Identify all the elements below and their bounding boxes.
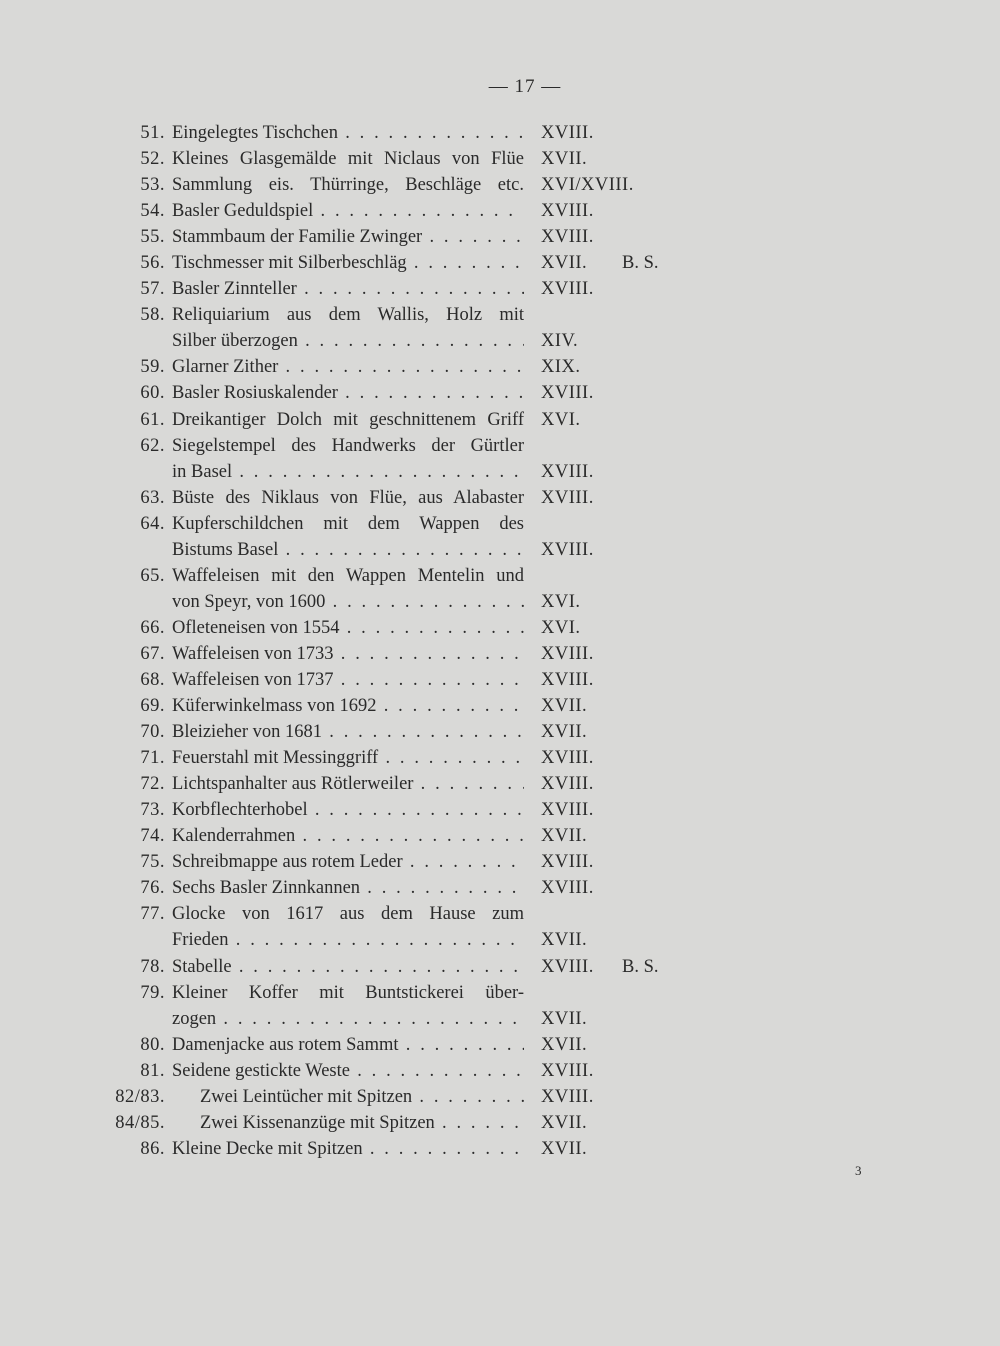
entry-description [172,901,524,927]
entry-line [0,1006,1000,1032]
entry-description [200,1084,524,1110]
entry-century: XVIII. [541,487,594,508]
catalog-entry [0,146,1000,172]
entry-line [0,641,1000,667]
entry-description [172,615,524,641]
entry-text: Basler Zinnteller [172,279,297,300]
entry-description [172,667,524,693]
entry-century: XVII. [541,826,588,847]
entry-description [172,485,524,511]
entry-text: Zwei Leintücher mit Spitzen [200,1086,413,1107]
entry-text: Waffeleisen mit den Wappen Mentelin und [172,565,524,586]
catalog-entry [0,771,1000,797]
entry-text: in Basel [172,461,233,482]
entry-line [0,745,1000,771]
entry-century: XVI. [541,617,581,638]
entry-century: XIV. [541,331,579,352]
entry-number: 77. [140,904,165,925]
entry-number: 54. [140,201,165,222]
entry-description [172,302,524,328]
entry-text: von Speyr, von 1600 [172,591,326,612]
entry-number: 67. [140,643,165,664]
signature-mark: 3 [855,1163,862,1178]
entry-century: XVIII. [541,852,594,873]
entry-text: Büste des Niklaus von Flüe, aus Alabaster [172,487,524,508]
entry-line [0,797,1000,823]
entry-number: 76. [140,878,165,899]
entry-description [172,563,524,589]
entry-description [172,276,524,302]
entry-number: 65. [140,565,165,586]
entry-description [172,511,524,537]
entry-number: 73. [140,800,165,821]
entry-description [172,250,524,276]
entry-number: 64. [140,513,165,534]
entry-number: 57. [140,279,165,300]
entry-description [172,172,524,198]
entry-description [172,1032,524,1058]
catalog-entry [0,980,1000,1032]
entry-text: Waffeleisen von 1737 [172,669,334,690]
catalog-entry [0,1110,1000,1136]
entry-line [0,459,1000,485]
catalog-entry [0,641,1000,667]
entry-century: XVIII. [541,123,594,143]
entry-text: Damenjacke aus rotem Sammt [172,1034,399,1055]
entry-description [172,1136,524,1162]
entry-number: 78. [140,956,165,977]
entry-description [172,433,524,459]
catalog-entry [0,1032,1000,1058]
entry-line [0,120,1000,146]
entry-number: 66. [140,617,165,638]
entry-text: Glarner Zither [172,357,279,378]
entry-text: Stabelle [172,956,232,977]
entry-note: B. S. [622,956,659,977]
entry-description [172,771,524,797]
entry-century: XVI. [541,409,581,430]
entry-text: Feuerstahl mit Messinggriff [172,748,379,769]
catalog-entry [0,901,1000,953]
catalog-entry [0,693,1000,719]
entry-century: XVII. [541,149,588,170]
entry-number: 52. [140,149,165,170]
entry-text: Dreikantiger Dolch mit geschnittenem Griff [172,409,524,430]
entry-number: 58. [140,305,165,326]
entry-number: 81. [140,1060,165,1081]
entry-century: XVIII. [541,383,594,404]
entry-description [172,407,524,433]
catalog-entry [0,954,1000,980]
entry-line [0,224,1000,250]
catalog-entry [0,198,1000,224]
entry-century: XVIII. [541,1060,594,1081]
catalog-entry [0,745,1000,771]
entry-number: 86. [140,1138,165,1159]
entry-text: Frieden [172,930,229,951]
catalog-entry [0,797,1000,823]
page-number: — 17 — [488,76,562,97]
entry-line [0,198,1000,224]
catalog-entry [0,433,1000,485]
entry-text: Basler Rosiuskalender [172,383,338,404]
entry-description [172,1006,524,1032]
catalog-entry [0,354,1000,380]
entry-century: XVIII. [541,774,594,795]
entry-line [0,1110,1000,1136]
entry-number: 69. [140,696,165,717]
entry-number: 82/83. [115,1086,165,1107]
catalog-entry [0,172,1000,198]
entry-line [0,146,1000,172]
entry-century: XVII. [541,696,588,717]
entry-number: 62. [140,435,165,456]
entry-century: XVIII. [541,748,594,769]
entry-line [0,433,1000,459]
entry-text: Seidene gestickte Weste [172,1060,350,1081]
entry-text: Kleines Glasgemälde mit Niclaus von Flüe [172,149,524,170]
entry-text: Ofleteneisen von 1554 [172,617,340,638]
entry-description [200,1110,524,1136]
entry-line [0,380,1000,406]
entry-text: Zwei Kissenanzüge mit Spitzen [200,1112,435,1133]
entry-text: Basler Geduldspiel [172,201,314,222]
entry-number: 61. [140,409,165,430]
entry-description [172,875,524,901]
entry-number: 74. [140,826,165,847]
entry-description [172,641,524,667]
catalog-entry [0,380,1000,406]
entry-century: XVIII. [541,201,594,222]
entry-text: Bleizieher von 1681 [172,722,323,743]
entry-description [172,354,524,380]
entry-line [0,667,1000,693]
entry-line [0,354,1000,380]
entry-text: Korbflechterhobel [172,800,308,821]
entry-description [172,1058,524,1084]
entry-text: Bistums Basel [172,539,279,560]
entry-line [0,954,1000,980]
entry-description [172,459,524,485]
entry-century: XVII. [541,253,588,274]
entry-line [0,589,1000,615]
entry-number: 72. [140,774,165,795]
entry-century: XVII. [541,1034,588,1055]
catalog-entry [0,120,1000,146]
entry-description [172,120,524,146]
entry-text: Kalenderrahmen [172,826,296,847]
entry-description [172,745,524,771]
entry-line [0,1058,1000,1084]
entry-text: Kleine Decke mit Spitzen [172,1138,363,1159]
entry-century: XVIII. [541,800,594,821]
entry-text: Siegelstempel des Handwerks der Gürtler [172,435,524,456]
entry-description [172,589,524,615]
entry-century: XVI. [541,591,581,612]
entry-century: XVIII. [541,1086,594,1107]
entry-century: XVIII. [541,461,594,482]
entry-line [0,615,1000,641]
entry-number: 75. [140,852,165,873]
entry-line [0,693,1000,719]
entry-line [0,719,1000,745]
catalog-entry [0,511,1000,563]
catalog-entry [0,276,1000,302]
catalog-entry [0,563,1000,615]
entry-century: XVII. [541,930,588,951]
entry-century: XVIII. [541,227,594,248]
entry-century: XVII. [541,1112,588,1133]
catalog-entry [0,667,1000,693]
entry-text: Schreibmappe aus rotem Leder [172,852,403,873]
entry-text: Kleiner Koffer mit Buntstickerei über- [172,982,524,1003]
entry-number: 56. [140,253,165,274]
catalog-entry [0,250,1000,276]
entry-line [0,1032,1000,1058]
entry-line [0,771,1000,797]
entry-number: 70. [140,722,165,743]
entry-line [0,172,1000,198]
catalog-entry [0,302,1000,354]
entry-description [172,849,524,875]
catalog-entry [0,875,1000,901]
entry-text: Waffeleisen von 1733 [172,643,334,664]
catalog-list [0,120,1000,1162]
entry-number: 80. [140,1034,165,1055]
entry-text: Kupferschildchen mit dem Wappen des [172,513,524,534]
entry-century: XVIII. [541,878,594,899]
entry-number: 68. [140,669,165,690]
entry-line [0,328,1000,354]
entry-description [172,328,524,354]
entry-century: XVIII. [541,539,594,560]
entry-text: Reliquiarium aus dem Wallis, Holz mit [172,305,524,326]
entry-line [0,537,1000,563]
catalog-entry [0,224,1000,250]
entry-description [172,927,524,953]
entry-note: B. S. [622,253,659,274]
entry-description [172,146,524,172]
entry-description [172,954,524,980]
entry-number: 71. [140,748,165,769]
entry-description [172,537,524,563]
entry-text: Sammlung eis. Thürringe, Beschläge etc. [172,175,524,196]
catalog-entry [0,407,1000,433]
entry-century: XVII. [541,722,588,743]
entry-line [0,276,1000,302]
entry-text: Küferwinkelmass von 1692 [172,696,377,717]
entry-line [0,901,1000,927]
entry-line [0,980,1000,1006]
entry-text: Eingelegtes Tischchen [172,123,338,143]
catalog-entry [0,615,1000,641]
entry-number: 51. [140,123,165,143]
entry-century: XVII. [541,1138,588,1159]
entry-line [0,250,1000,276]
entry-text: Glocke von 1617 aus dem Hause zum [172,904,524,925]
catalog-entry [0,849,1000,875]
entry-number: 63. [140,487,165,508]
entry-description [172,823,524,849]
catalog-entry [0,1136,1000,1162]
entry-description [172,797,524,823]
entry-text: Lichtspanhalter aus Rötlerweiler [172,774,414,795]
entry-century: XVIII. [541,669,594,690]
entry-description [172,198,524,224]
entry-line [0,927,1000,953]
entry-description [172,719,524,745]
entry-century: XVIII. [541,956,594,977]
entry-line [0,1084,1000,1110]
catalog-entry [0,485,1000,511]
entry-century: XVIII. [541,643,594,664]
entry-line [0,823,1000,849]
entry-line [0,485,1000,511]
entry-line [0,563,1000,589]
entry-number: 84/85. [115,1112,165,1133]
entry-description [172,224,524,250]
entry-number: 53. [140,175,165,196]
entry-line [0,875,1000,901]
entry-century: XVI/XVIII. [541,175,634,196]
entry-text: zogen [172,1008,217,1029]
entry-text: Sechs Basler Zinnkannen [172,878,361,899]
entry-description [172,380,524,406]
entry-text: Tischmesser mit Silberbeschläg [172,253,407,274]
entry-number: 55. [140,227,165,248]
catalog-entry [0,1084,1000,1110]
entry-number: 59. [140,357,165,378]
entry-line [0,1136,1000,1162]
catalog-entry [0,823,1000,849]
catalog-entry [0,1058,1000,1084]
catalog-entry [0,719,1000,745]
entry-text: Silber überzogen [172,331,298,352]
entry-description [172,693,524,719]
entry-line [0,511,1000,537]
entry-century: XVII. [541,1008,588,1029]
entry-century: XIX. [541,357,581,378]
entry-number: 60. [140,383,165,404]
entry-line [0,407,1000,433]
entry-line [0,849,1000,875]
entry-line [0,302,1000,328]
entry-number: 79. [140,982,165,1003]
entry-text: Stammbaum der Familie Zwinger [172,227,423,248]
entry-century: XVIII. [541,279,594,300]
entry-description [172,980,524,1006]
